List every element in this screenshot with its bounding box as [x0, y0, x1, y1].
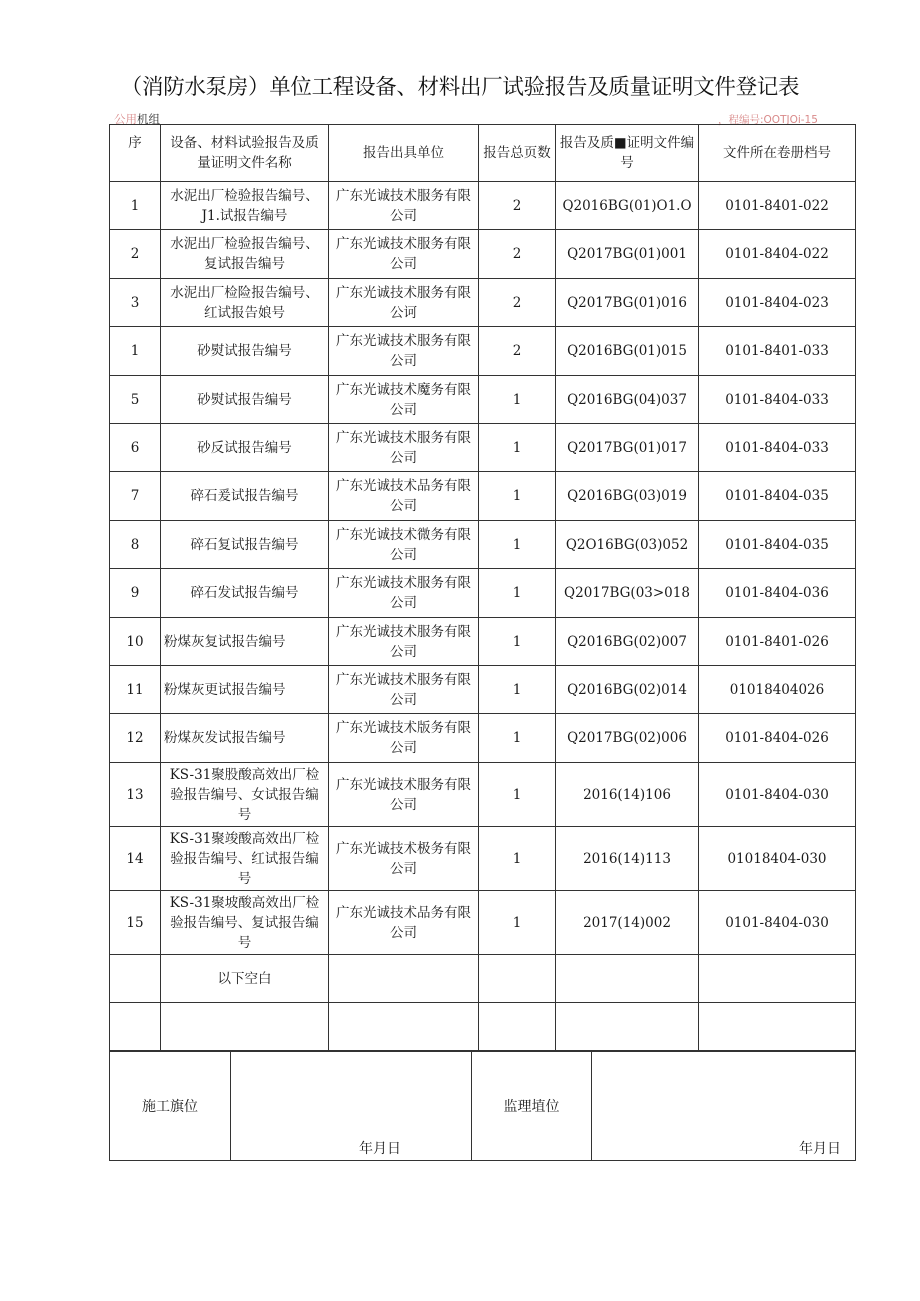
row-issuer: 广东光诚技术服务有限公司 — [329, 763, 479, 827]
row-name: 粉煤灰发试报告编号 — [161, 714, 329, 763]
row-issuer: 广东光诚技术品务有限公司 — [329, 472, 479, 521]
row-seq: 6 — [110, 424, 161, 472]
blank-cell — [556, 955, 699, 1003]
row-name: 碎石爰试报告编号 — [161, 472, 329, 521]
row-report-no: Q2O16BG(03)052 — [556, 521, 699, 569]
row-seq: 7 — [110, 472, 161, 521]
header-pages: 报告总页数 — [479, 125, 556, 182]
blank-cell — [110, 1003, 161, 1051]
row-archive-no: 01018404-030 — [699, 827, 856, 891]
row-issuer: 广东光诚技术版务有限公司 — [329, 714, 479, 763]
supervision-unit-label: 监理埴位 — [472, 1052, 592, 1161]
unit-label-value: 机组 — [137, 112, 160, 126]
signature-table — [109, 1051, 856, 1161]
row-issuer: 广东光诚技术服务有限公司 — [329, 424, 479, 472]
row-archive-no: 0101-8404-033 — [699, 424, 856, 472]
row-seq: 3 — [110, 279, 161, 327]
blank-cell — [479, 955, 556, 1003]
row-pages: 2 — [479, 230, 556, 279]
row-pages: 1 — [479, 521, 556, 569]
row-archive-no: 0101-8404-026 — [699, 714, 856, 763]
row-name: 水泥出厂检验报告编号、J1.试报告编号 — [161, 182, 329, 230]
row-seq: 9 — [110, 569, 161, 618]
construction-unit-label: 施工旗位 — [110, 1052, 231, 1161]
supervision-date: 年月日 — [799, 1141, 841, 1157]
row-pages: 1 — [479, 569, 556, 618]
row-pages: 1 — [479, 891, 556, 955]
blank-cell — [161, 1003, 329, 1051]
row-archive-no: 0101-8404-035 — [699, 521, 856, 569]
blank-row — [110, 1003, 856, 1051]
row-pages: 1 — [479, 666, 556, 714]
row-archive-no: 0101-8401-033 — [699, 327, 856, 376]
row-report-no: Q2016BG(03)019 — [556, 472, 699, 521]
register-table — [109, 124, 856, 1051]
table-row — [110, 827, 856, 891]
unit-label-prefix: 公用 — [114, 112, 137, 126]
row-issuer: 广东光诚技术服务有限公司 — [329, 618, 479, 666]
row-name: 水泥出厂检验报告编号、复试报告编号 — [161, 230, 329, 279]
row-pages: 1 — [479, 763, 556, 827]
header-row — [110, 125, 856, 182]
table-row — [110, 569, 856, 618]
row-issuer: 广东光诚技术服务有限公司 — [329, 230, 479, 279]
table-row — [110, 618, 856, 666]
row-report-no: Q2017BG(01)001 — [556, 230, 699, 279]
row-report-no: Q2017BG(03>018 — [556, 569, 699, 618]
row-archive-no: 0101-8404-030 — [699, 763, 856, 827]
blank-note: 以下空白 — [161, 955, 329, 1003]
table-row — [110, 182, 856, 230]
row-name: 水泥出厂检险报告编号、红试报告娘号 — [161, 279, 329, 327]
header-name: 设备、材料试验报告及质量证明文件名称 — [161, 125, 329, 182]
row-report-no: Q2017BG(01)016 — [556, 279, 699, 327]
row-seq: 14 — [110, 827, 161, 891]
row-seq: 5 — [110, 376, 161, 424]
table-row — [110, 714, 856, 763]
table-row — [110, 327, 856, 376]
row-issuer: 广东光诚技术服务有限公司 — [329, 569, 479, 618]
table-row — [110, 376, 856, 424]
header-report-no: 报告及质■证明文件编号 — [556, 125, 699, 182]
table-row — [110, 891, 856, 955]
row-pages: 2 — [479, 182, 556, 230]
row-seq: 2 — [110, 230, 161, 279]
blank-cell — [556, 1003, 699, 1051]
row-report-no: Q2017BG(02)006 — [556, 714, 699, 763]
row-archive-no: 0101-8404-033 — [699, 376, 856, 424]
row-name: KS-31聚竣酸高效出厂检验报告编号、红试报告编号 — [161, 827, 329, 891]
row-archive-no: 0101-8404-030 — [699, 891, 856, 955]
page-title: （消防水泵房）单位工程设备、材料出厂试验报告及质量证明文件登记表 — [120, 75, 800, 100]
table-row — [110, 472, 856, 521]
row-issuer: 广东光诚技术服务有限公诃 — [329, 279, 479, 327]
blank-cell — [329, 955, 479, 1003]
row-seq: 13 — [110, 763, 161, 827]
row-report-no: 2016(14)113 — [556, 827, 699, 891]
header-archive-no: 文件所在卷册档号 — [699, 125, 856, 182]
row-pages: 2 — [479, 327, 556, 376]
row-pages: 1 — [479, 424, 556, 472]
row-issuer: 广东光诚技术魔务有限公司 — [329, 376, 479, 424]
row-report-no: Q2017BG(01)017 — [556, 424, 699, 472]
row-issuer: 广东光诚技术品务有限公司 — [329, 891, 479, 955]
row-name: KS-31聚坡酸高效出厂检验报告编号、复试报告编号 — [161, 891, 329, 955]
header-seq: 序 — [110, 125, 161, 182]
row-report-no: 2016(14)106 — [556, 763, 699, 827]
row-archive-no: 0101-8404-023 — [699, 279, 856, 327]
row-name: 粉煤灰复试报告编号 — [161, 618, 329, 666]
row-report-no: Q2016BG(01)015 — [556, 327, 699, 376]
table-row — [110, 279, 856, 327]
row-seq: 15 — [110, 891, 161, 955]
construction-sign-area — [231, 1052, 472, 1161]
row-seq: 10 — [110, 618, 161, 666]
row-pages: 1 — [479, 472, 556, 521]
row-archive-no: 0101-8404-022 — [699, 230, 856, 279]
construction-date: 年月日 — [359, 1141, 401, 1157]
row-issuer: 广东光诚技术微务有限公司 — [329, 521, 479, 569]
row-pages: 1 — [479, 714, 556, 763]
row-issuer: 广东光诚技术服务有限公司 — [329, 327, 479, 376]
table-row — [110, 424, 856, 472]
row-issuer: 广东光诚技术极务有限公司 — [329, 827, 479, 891]
row-name: 碎石发试报告编号 — [161, 569, 329, 618]
row-name: 碎石复试报告编号 — [161, 521, 329, 569]
project-code-label: ，程编号: — [718, 114, 764, 126]
blank-cell — [329, 1003, 479, 1051]
row-issuer: 广东光诚技术服务有限公司 — [329, 666, 479, 714]
project-code-value: OOTJOi-15 — [763, 114, 818, 126]
table-row — [110, 230, 856, 279]
row-name: 砂反试报告编号 — [161, 424, 329, 472]
blank-cell — [479, 1003, 556, 1051]
row-archive-no: 0101-8401-022 — [699, 182, 856, 230]
blank-cell — [699, 1003, 856, 1051]
row-seq: 8 — [110, 521, 161, 569]
blank-cell — [110, 955, 161, 1003]
row-archive-no: 0101-8404-035 — [699, 472, 856, 521]
supervision-sign-area — [592, 1052, 856, 1161]
row-report-no: Q2016BG(04)037 — [556, 376, 699, 424]
row-archive-no: 0101-8401-026 — [699, 618, 856, 666]
row-archive-no: 01018404026 — [699, 666, 856, 714]
header-issuer: 报告出具单位 — [329, 125, 479, 182]
row-seq: 12 — [110, 714, 161, 763]
row-seq: 1 — [110, 182, 161, 230]
table-row — [110, 521, 856, 569]
row-name: 砂熨试报告编号 — [161, 376, 329, 424]
table-row — [110, 763, 856, 827]
row-report-no: Q2016BG(02)007 — [556, 618, 699, 666]
row-seq: 11 — [110, 666, 161, 714]
row-pages: 2 — [479, 279, 556, 327]
row-report-no: Q2016BG(01)O1.O — [556, 182, 699, 230]
row-report-no: Q2016BG(02)014 — [556, 666, 699, 714]
row-pages: 1 — [479, 618, 556, 666]
row-name: 砂熨试报告编号 — [161, 327, 329, 376]
row-archive-no: 0101-8404-036 — [699, 569, 856, 618]
row-pages: 1 — [479, 827, 556, 891]
row-issuer: 广东光诚技术服务有限公司 — [329, 182, 479, 230]
blank-row — [110, 955, 856, 1003]
row-seq: 1 — [110, 327, 161, 376]
blank-cell — [699, 955, 856, 1003]
row-name: 粉煤灰更试报告编号 — [161, 666, 329, 714]
row-name: KS-31聚股酸高效出厂检验报告编号、女试报告编号 — [161, 763, 329, 827]
table-row — [110, 666, 856, 714]
row-pages: 1 — [479, 376, 556, 424]
row-report-no: 2017(14)002 — [556, 891, 699, 955]
